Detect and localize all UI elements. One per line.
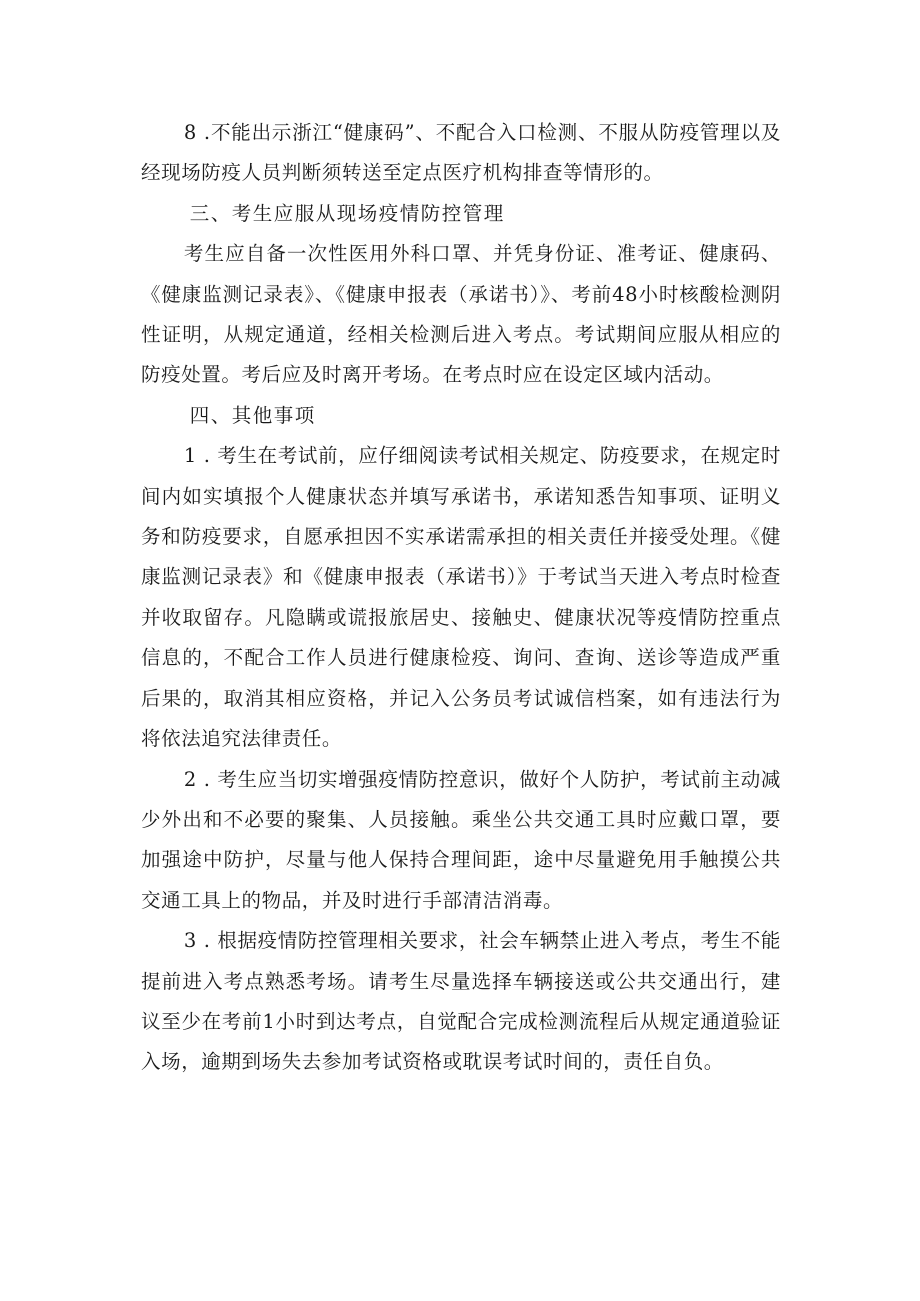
paragraph-item-8: 8 .不能出示浙江“健康码”、不配合入口检测、不服从防疫管理以及经现场防疫人员判断须转送至定点医疗机构排查等情形的。 <box>141 121 781 185</box>
section-heading-3: 三、考生应服从现场疫情防控管理 <box>189 201 505 225</box>
document-body <box>141 113 781 1083</box>
paragraph-item-1: 1 . 考生在考试前，应仔细阅读考试相关规定、防疫要求，在规定时间内如实填报个人健康状态并填写承诺书，承诺知悉告知事项、证明义务和防疫要求，自愿承担因不实承诺需承担的相关责任并接受处理。《健康监测记录表》和《健康申报表（承诺书）》于考试当天进入考点时检查并收取留存。凡隐瞒或谎报旅居史、接触史、健康状况等疫情防控重点信息的，不配合工作人员进行健康检疫、询问、查询、送诊等造成严重后果的，取消其相应资格，并记入公务员考试诚信档案，如有违法行为将依法追究法律责任。 <box>141 444 781 751</box>
paragraph-item-3: 3 . 根据疫情防控管理相关要求，社会车辆禁止进入考点，考生不能提前进入考点熟悉考场。请考生尽量选择车辆接送或公共交通出行，建议至少在考前1小时到达考点，自觉配合完成检测流程后从规定通道验证入场，逾期到场失去参加考试资格或耽误考试时间的，责任自负。 <box>141 929 781 1074</box>
section-heading-4: 四、其他事项 <box>189 403 316 427</box>
paragraph-section-3: 考生应自备一次性医用外科口罩、并凭身份证、准考证、健康码、《健康监测记录表》、《健康申报表（承诺书）》、考前48小时核酸检测阴性证明，从规定通道，经相关检测后进入考点。考试期间应服从相应的防疫处置。考后应及时离开考场。在考点时应在设定区域内活动。 <box>141 242 781 387</box>
paragraph-item-2: 2 . 考生应当切实增强疫情防控意识，做好个人防护，考试前主动减少外出和不必要的聚集、人员接触。乘坐公共交通工具时应戴口罩，要加强途中防护，尽量与他人保持合理间距，途中尽量避免用手触摸公共交通工具上的物品，并及时进行手部清洁消毒。 <box>141 767 781 912</box>
